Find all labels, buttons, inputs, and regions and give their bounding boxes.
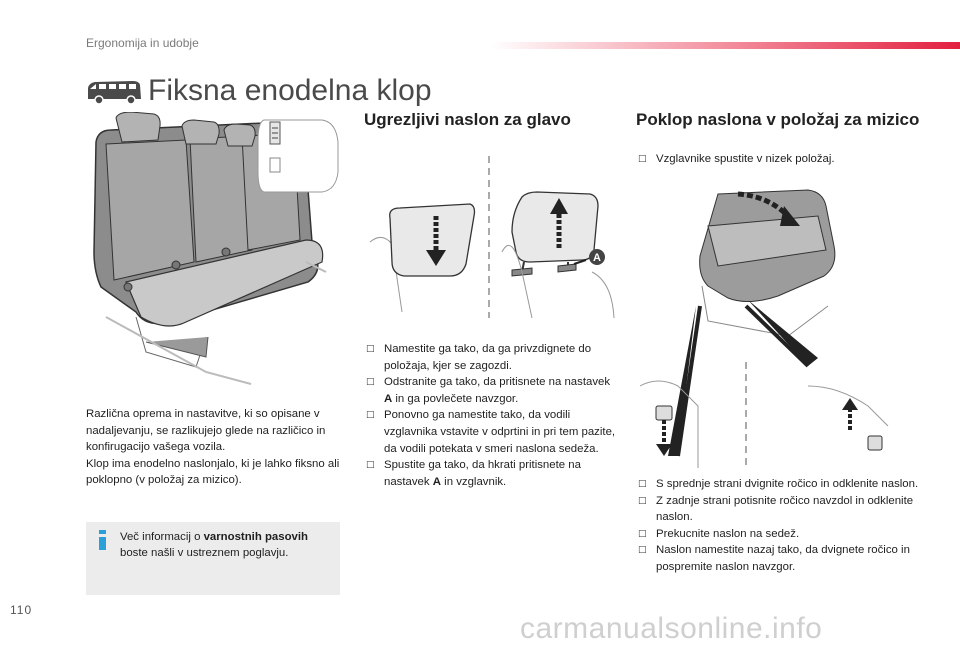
- bench-seat-illustration: [86, 112, 348, 390]
- intro-paragraph: Klop ima enodelno naslonjalo, ki je lahko fiksno ali poklopno (v položaj za mizico).: [86, 457, 340, 487]
- step-text: Prekucnite naslon na sedež.: [656, 527, 800, 540]
- step-text: Z zadnje strani potisnite ročico navzdol in odklenite naslon.: [656, 494, 914, 524]
- list-item: [638, 493, 928, 526]
- intro-text: [86, 406, 346, 489]
- van-icon: [85, 79, 143, 105]
- headrest-heading: Ugrezljivi naslon za glavo: [364, 110, 571, 129]
- list-item: [638, 476, 928, 493]
- bullet-icon: □: [366, 410, 375, 421]
- tablet-fold-illustration: [638, 186, 894, 468]
- step-text: Odstranite ga tako, da pritisnete na nastavek: [384, 376, 611, 389]
- tablet-step-top: [638, 151, 928, 168]
- tablet-heading: Poklop naslona v položaj za mizico: [636, 110, 920, 129]
- step-text-bold: A: [432, 475, 441, 488]
- info-text: [120, 529, 332, 561]
- step-text: Namestite ga tako, da ga privzdignete do položaja, kjer se zagozdi.: [384, 343, 592, 372]
- step-text: in vzglavnik.: [441, 475, 507, 488]
- step-text: Spustite ga tako, da hkrati pritisnete na nastavek: [384, 459, 581, 488]
- list-item: [366, 407, 616, 457]
- step-text: Ponovno ga namestite tako, da vodili vzglavnika vstavite v odprtini in pri tem pazite, da vodili potekata v smeri naslona sedeža.: [384, 409, 616, 455]
- bullet-icon: □: [638, 545, 647, 556]
- tablet-steps: [638, 476, 928, 576]
- info-text-part: boste našli v ustreznem poglavju.: [120, 547, 289, 559]
- page-title: Fiksna enodelna klop: [148, 74, 432, 107]
- step-text: S sprednje strani dvignite ročico in odklenite naslon.: [656, 478, 919, 490]
- list-item: [366, 341, 616, 374]
- intro-paragraph: Različna oprema in nastavitve, ki so opisane v nadaljevanju, se razlikujejo glede na različico in konfirugacijo vašega vozila.: [86, 408, 326, 454]
- info-text-bold: varnostnih pasovih: [203, 531, 309, 543]
- list-item: [638, 151, 928, 168]
- headrest-steps: [366, 341, 616, 490]
- step-text-bold: A: [384, 392, 393, 405]
- bullet-icon: □: [638, 479, 647, 489]
- headrest-illustration: [362, 152, 620, 320]
- watermark: carmanualsonline.info: [520, 612, 823, 645]
- bullet-icon: □: [638, 495, 647, 506]
- label-a: A: [593, 252, 601, 264]
- step-text: Naslon namestite nazaj tako, da dvignete ročico in pospremite naslon navzgor.: [656, 544, 910, 573]
- list-item: [366, 457, 616, 490]
- bullet-icon: □: [366, 377, 375, 388]
- info-icon: [99, 530, 106, 550]
- list-item: [638, 542, 928, 575]
- info-text-part: Več informacij o: [120, 531, 204, 543]
- bullet-icon: □: [366, 460, 375, 471]
- list-item: [366, 374, 616, 407]
- bullet-icon: □: [638, 528, 647, 539]
- step-text: in ga povlečete navzgor.: [392, 392, 519, 405]
- bullet-icon: □: [638, 154, 647, 164]
- section-header: Ergonomija in udobje: [86, 36, 199, 50]
- page-number: 110: [10, 603, 33, 617]
- bullet-icon: □: [366, 344, 375, 354]
- step-text: Vzglavnike spustite v nizek položaj.: [656, 153, 835, 165]
- header-accent-bar: [490, 42, 960, 49]
- list-item: [638, 526, 928, 543]
